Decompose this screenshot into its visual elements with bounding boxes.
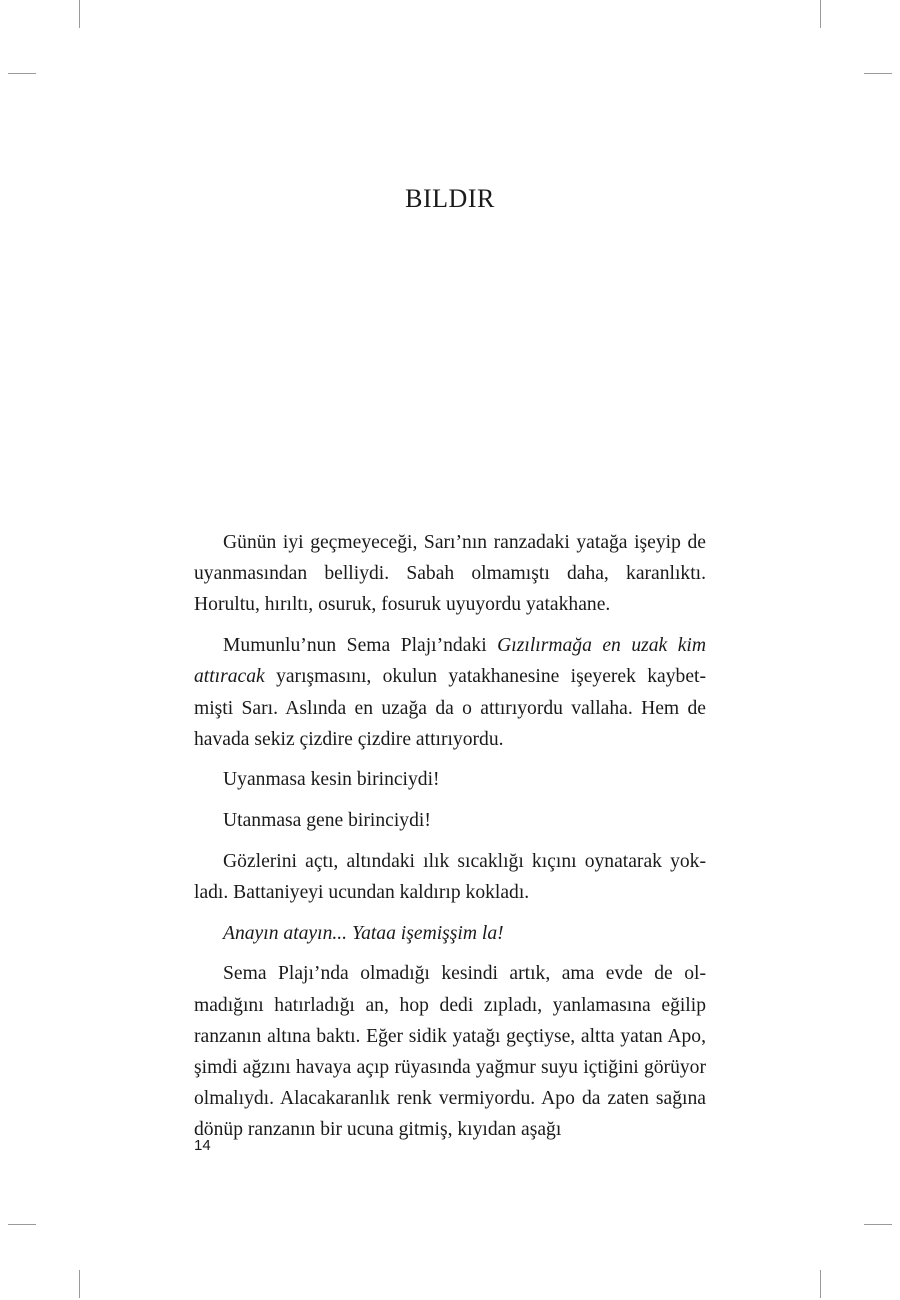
paragraph-6-italic [194, 918, 706, 949]
text-line: ranzanın altına baktı. Eğer sidik yatağı geçtiyse, altta yatan [194, 1025, 663, 1047]
text-line: madığını hatırladığı an, hop dedi zıpladı, yanlamasına eğilip [194, 994, 706, 1016]
text-run-italic: attıracak [194, 666, 265, 688]
crop-mark-left-top [8, 73, 36, 74]
paragraph-4 [194, 805, 706, 836]
text-line: Anayın atayın... Yataa işemişşim la! [223, 922, 504, 944]
text-run-italic: Gızılırmağa en uzak kim [497, 635, 706, 657]
paragraph-3 [194, 764, 706, 795]
paragraph-5 [194, 846, 706, 908]
text-run: yarışmasını, okulun yatakhanesine işeyerek kaybet- [264, 666, 706, 688]
paragraph-7 [194, 958, 706, 1145]
crop-mark-top-left [79, 0, 80, 28]
crop-mark-left-bottom [8, 1224, 36, 1225]
page-number: 14 [194, 1137, 211, 1154]
text-line: Uyanmasa kesin birinciydi! [223, 769, 440, 791]
chapter-title: BILDIR [405, 184, 495, 213]
body-text [194, 527, 706, 1155]
text-line: de uyanmasından belliydi. Sabah olmamıştı daha, karanlıktı. [194, 532, 706, 585]
text-line: Gözlerini açtı, altındaki ılık sıcaklığı kıçını oynatarak yok- [223, 850, 706, 872]
text-line: Horultu, hırıltı, osuruk, fosuruk uyuyordu yatakhane. [194, 594, 611, 616]
text-line: Günün iyi geçmeyeceği, Sarı’nın ranzadaki yatağa işeyip [223, 532, 681, 553]
paragraph-2 [194, 630, 706, 755]
text-run: havada sekiz çizdire çizdire attırıyordu. [194, 728, 504, 750]
crop-mark-right-bottom [864, 1224, 892, 1225]
paragraph-1 [194, 527, 706, 621]
text-line: görüyor olmalıydı. Alacakaranlık renk vermiyordu. Apo da [194, 1057, 706, 1110]
crop-mark-right-top [864, 73, 892, 74]
text-line: zaten sağına dönüp ranzanın bir ucuna gitmiş, kıyıdan aşağı [194, 1088, 706, 1141]
text-line: ladı. Battaniyeyi ucundan kaldırıp kokladı. [194, 882, 530, 904]
text-line: Apo, şimdi ağzını havaya açıp rüyasında yağmur suyu içtiğini [194, 1025, 706, 1079]
crop-mark-bottom-left [79, 1270, 80, 1298]
text-line: Utanmasa gene birinciydi! [223, 810, 431, 832]
text-line: Sema Plajı’nda olmadığı kesindi artık, ama evde de ol- [223, 963, 706, 985]
crop-mark-top-right [820, 0, 821, 28]
text-run: mişti Sarı. Aslında en uzağa da o attırıyordu vallaha. Hem de [194, 697, 706, 719]
text-run: Mumunlu’nun Sema Plajı’ndaki [223, 635, 498, 657]
crop-mark-bottom-right [820, 1270, 821, 1298]
